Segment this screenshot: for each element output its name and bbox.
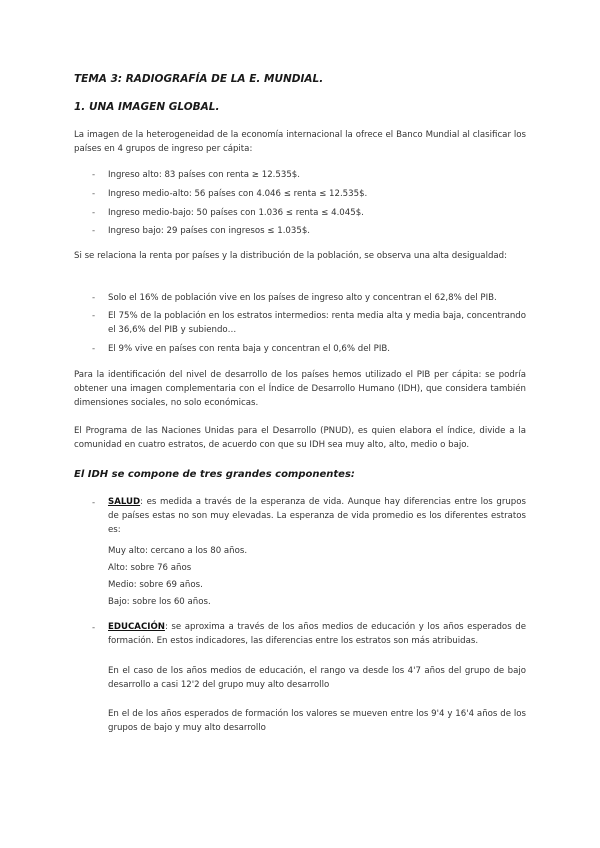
- pnud-paragraph: El Programa de las Naciones Unidas para el Desarrollo (PNUD), es quien elabora el índice, divide a la comunidad en cuatro estratos, de acuerdo con que su IDH sea muy alto, alto, medio o bajo.: [74, 426, 526, 450]
- section-heading: 1. UNA IMAGEN GLOBAL.: [74, 101, 220, 113]
- educacion-paragraph: En el de los años esperados de formación los valores se mueven entre los 9'4 y 16'4 años de los grupos de bajo y muy alto desarrollo: [108, 709, 526, 733]
- list-item: Ingreso medio-alto: 56 países con 4.046 ≤ renta ≤ 12.535$.: [108, 189, 368, 199]
- bullet-dash: -: [92, 208, 96, 218]
- list-item: Ingreso medio-bajo: 50 países con 1.036 ≤ renta ≤ 4.045$.: [108, 208, 364, 218]
- bullet-dash: -: [92, 623, 96, 633]
- bullet-dash: -: [92, 498, 96, 508]
- bullet-dash: -: [92, 344, 96, 354]
- educacion-label: EDUCACIÓN: [108, 622, 165, 632]
- document-title: TEMA 3: RADIOGRAFÍA DE LA E. MUNDIAL.: [74, 73, 324, 85]
- salud-text: : es medida a través de la esperanza de vida. Aunque hay diferencias entre los grupos de países estas no son muy elevadas. La esperanza de vida promedio es los diferentes estratos es:: [108, 497, 526, 535]
- list-item: Ingreso alto: 83 países con renta ≥ 12.535$.: [108, 170, 300, 180]
- bullet-dash: -: [92, 226, 96, 236]
- idh-heading: El IDH se compone de tres grandes componentes:: [74, 469, 355, 480]
- relation-paragraph: Si se relaciona la renta por países y la distribución de la población, se observa una alta desigualdad:: [74, 251, 508, 261]
- educacion-text: : se aproxima a través de los años medios de educación y los años esperados de formación. En estos indicadores, las diferencias entre los estratos son más atribuidas.: [108, 622, 526, 646]
- salud-level: Muy alto: cercano a los 80 años.: [108, 546, 248, 556]
- salud-level: Medio: sobre 69 años.: [108, 580, 203, 590]
- list-item: Solo el 16% de población vive en los países de ingreso alto y concentran el 62,8% del PIB.: [108, 293, 497, 303]
- intro-paragraph: La imagen de la heterogeneidad de la economía internacional la ofrece el Banco Mundial al clasificar los países en 4 grupos de ingreso per cápita:: [74, 130, 526, 154]
- list-item: El 75% de la población en los estratos intermedios: renta media alta y media baja, concentrando el 36,6% del PIB y subiendo…: [108, 311, 526, 335]
- list-item: El 9% vive en países con renta baja y concentran el 0,6% del PIB.: [108, 344, 390, 354]
- idh-intro-paragraph: Para la identificación del nivel de desarrollo de los países hemos utilizado el PIB per cápita: se podría obtener una imagen complementaria con el Índice de Desarrollo Humano (IDH), que considera también dimensiones sociales, no solo económicas.: [74, 370, 526, 408]
- salud-level: Bajo: sobre los 60 años.: [108, 597, 211, 607]
- educacion-item: [108, 620, 526, 648]
- salud-level: Alto: sobre 76 años: [108, 563, 192, 573]
- bullet-dash: -: [92, 170, 96, 180]
- educacion-paragraph: En el caso de los años medios de educación, el rango va desde los 4'7 años del grupo de bajo desarrollo a casi 12'2 del grupo muy alto desarrollo: [108, 666, 526, 690]
- salud-label: SALUD: [108, 497, 141, 507]
- bullet-dash: -: [92, 293, 96, 303]
- bullet-dash: -: [92, 189, 96, 199]
- list-item: Ingreso bajo: 29 países con ingresos ≤ 1.035$.: [108, 226, 311, 236]
- salud-item: [108, 495, 526, 537]
- bullet-dash: -: [92, 311, 96, 321]
